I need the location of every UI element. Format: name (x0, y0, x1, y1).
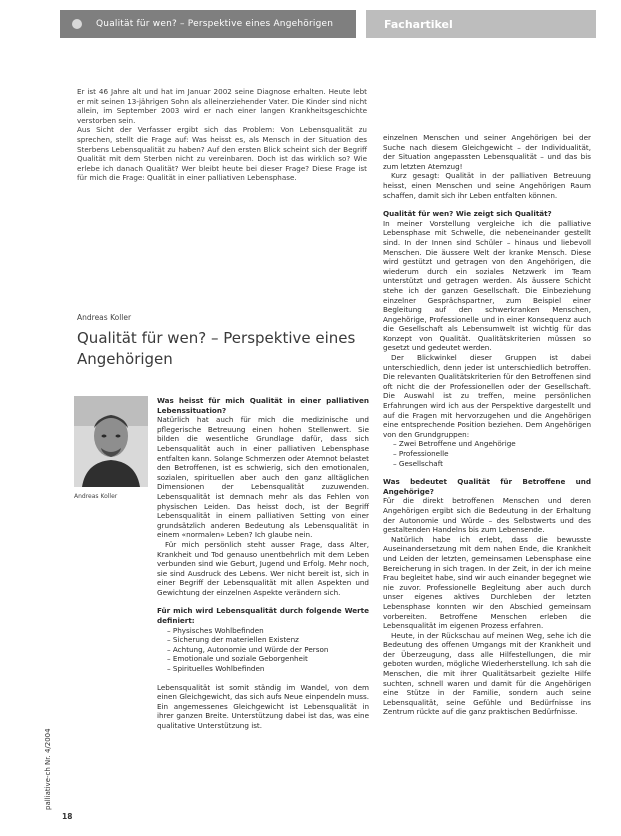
running-header (60, 10, 356, 38)
middle-heading-1: Was heisst für mich Qualität in einer palliativen Lebenssituation? (157, 396, 369, 415)
list-item: – Sicherung der materiellen Existenz (167, 635, 369, 645)
bullet-dot-icon (72, 19, 82, 29)
intro-text (77, 87, 367, 183)
list-item: – Achtung, Autonomie und Würde der Person (167, 645, 369, 655)
portrait-image (74, 396, 148, 487)
right-paragraph-4: Für die direkt betroffenen Menschen und deren Angehörigen ergibt sich die Bedeutung in der Erhaltung der Autonomie und Würde – des Selbstwerts und des gestaltenden Handelns bis zum Lebensende. (383, 496, 591, 535)
middle-paragraph-2: Für mich persönlich steht ausser Frage, dass Alter, Krankheit und Tod genauso unentbehrlich mit dem Leben verbunden sind wie Geburt, Jugend und Erfolg. Mehr noch, sie sind Ausdruck des Lebens. Wer nicht bereit ist, sich in einer Begriff der Lebensqualität mit allen Aspekten und Gewichtung der einzelnen Aspekte verändern sich. (157, 539, 369, 597)
list-item: – Professionelle (393, 449, 591, 459)
author-name: Andreas Koller (77, 313, 132, 322)
middle-column (157, 396, 369, 731)
right-paragraph-5: Natürlich habe ich erlebt, dass die bewusste Auseinandersetzung mit dem nahen Ende, die Krankheit und Leiden der letzten, gemeinsamen Lebensphase eine Bereicherung in sich tragen. In der Zeit, in der ich meine Frau begleitet habe, sind wir auch einander begegnet wie nie zuvor. Professionelle Begleitung aber auch durch unser eigenes aktives Durchleben der letzten Lebensphase konnten wir den Abschied gemeinsam vorbereiten. Betroffene Menschen erleben die Lebensqualität im eigenen Prozess erfahren. (383, 534, 591, 631)
author-photo (74, 396, 148, 487)
right-paragraph-0: einzelnen Menschen und seiner Angehörigen bei der Suche nach diesem Gleichgewicht – der Individualität, der Situation angepassten Lebensqualität – und das bis zum letzten Atemzug! (383, 133, 591, 171)
list-item: – Emotionale und soziale Geborgenheit (167, 654, 369, 664)
list-item: – Spirituelles Wohlbefinden (167, 664, 369, 674)
middle-paragraph-3: Lebensqualität ist somit ständig im Wandel, von dem einen Gleichgewicht, das sich aufs Neue einpendeln muss. Ein angemessenes Gleichgewicht ist Lebensqualität in ihrer ganzen Breite. Unterstützung dabei ist das, was eine qualitative Unterstützung ist. (157, 682, 369, 730)
section-label-box (366, 10, 596, 38)
list-item: – Zwei Betroffene und Angehörige (393, 439, 591, 449)
page-number: 18 (62, 812, 73, 821)
running-title: Qualität für wen? – Perspektive eines Angehörigen (96, 19, 334, 29)
values-list (157, 626, 369, 674)
list-item: – Physisches Wohlbefinden (167, 626, 369, 636)
intro-paragraph-1: Er ist 46 Jahre alt und hat im Januar 2002 seine Diagnose erhalten. Heute lebt er mit seinen 13-jährigen Sohn als alleinerziehender Vater. Die Kinder sind nicht allein, im September 2003 wird er nach einer langen Krankheitsgeschichte verstorben sein. (77, 87, 367, 125)
journal-vertical-label: palliative-ch Nr. 4/2004 (44, 728, 52, 810)
right-heading-2: Was bedeutet Qualität für Betroffene und Angehörige? (383, 477, 591, 496)
right-paragraph-1: Kurz gesagt: Qualität in der palliativen Betreuung heisst, einen Menschen und seine Angehörigen Raum schaffen, damit sich ihr Leben entfalten können. (383, 171, 591, 200)
right-paragraph-3: Der Blickwinkel dieser Gruppen ist dabei unterschiedlich, denn jeder ist unterschiedlich betroffen. Die relevanten Qualitätskriterien für den Betroffenen sind oft nicht die der Professionellen oder der Gesellschaft. Die Auswahl ist zu treffen, meine persönlichen Erfahrungen wird ich aus der Perspektive dargestellt und auf die Fragen mit hervorzugehen und die Angehörigen eine entsprechende Position beziehen. Dem Angehörigen von den Grundgruppen: (383, 353, 591, 439)
photo-caption: Andreas Koller (74, 493, 118, 500)
right-paragraph-6: Heute, in der Rückschau auf meinen Weg, sehe ich die Bedeutung des offenen Umgangs mit der Krankheit und der Überzeugung, dass alle Hilfestellungen, die mir geboten wurden, mögliche Wiederherstellung. Ich sah die Menschen, die mit ihrer Qualitätsarbeit gezielte Hilfe suchten, schnell waren und damit für die Angehörigen eine Stütze in der Familie, sondern auch seine Lebensqualität, seine Gefühle und Bedürfnisse ins Zentrum rückte auf die ganz praktischen Bedürfnisse. (383, 630, 591, 717)
list-item: – Gesellschaft (393, 459, 591, 469)
right-paragraph-2: In meiner Vorstellung vergleiche ich die palliative Lebensphase mit Schwelle, die nebeneinander gestellt sind. In der Innen sind Schüler – hinaus und liebevoll Menschen. Die äussere Welt der kranke Mensch. Diese wird gestützt und getragen von den Angehörigen, die wiederum durch ein soziales Netzwerk im Team unterstützt und getragen werden. Als äussere Schicht stehe ich der ganzen Gesellschaft. Die Einbeziehung einzelner Gesprächspartner, zum Beispiel einer Begleitung auf den schwerkranken Menschen, Angehörige, Professionelle und in einer Konsequenz auch die Gesellschaft als Lebensumwelt ist wichtig für das Konzept von Qualität. Qualitätskriterien müssen so gesetzt und gedeutet werden. (383, 218, 591, 353)
intro-paragraph-2: Aus Sicht der Verfasser ergibt sich das Problem: Von Lebensqualität zu sprechen, stellt die Frage auf: Was heisst es, als Mensch in der Situation des Sterbens Lebensqualität zu haben? Auf den ersten Blick scheint sich der Begriff Qualität mit dem Sterben nicht zu vereinbaren. Doch ist das wirklich so? Wie erlebe ich danach Qualität? Wer bleibt heute bei dieser Frage? Diese Frage ist für mich die Frage: Qualität in einer palliativen Lebensphase. (77, 125, 367, 183)
right-heading-1: Qualität für wen? Wie zeigt sich Qualität? (383, 209, 552, 219)
section-label: Fachartikel (384, 17, 453, 31)
groups-list (383, 439, 591, 468)
middle-paragraph-1: Natürlich hat auch für mich die medizinische und pflegerische Betreuung einen hohen Stellenwert. Sie bilden die wesentliche Grundlage dafür, dass sich Lebensqualität auch in einer palliativen Lebensphase entfalten kann. Solange Schmerzen oder Atemnot belastet den Betroffenen, ist es schwierig, sich den emotionalen, sozialen, spirituellen aber auch den ganz alltäglichen Dimensionen der Lebensqualität zuzuwenden. Lebensqualität ist demnach mehr als das Fehlen von physischen Leiden. Das heisst doch, ist der Begriff Lebensqualität in einem palliativen Setting von einer grundsätzlich anderen Bedeutung als Lebensqualität in einem «normalen» Leben? Ich glaube nein. (157, 415, 369, 540)
article-title: Qualität für wen? – Perspektive eines Angehörigen (77, 329, 356, 368)
right-column (383, 133, 591, 717)
middle-heading-2: Für mich wird Lebensqualität durch folgende Werte definiert: (157, 606, 369, 626)
